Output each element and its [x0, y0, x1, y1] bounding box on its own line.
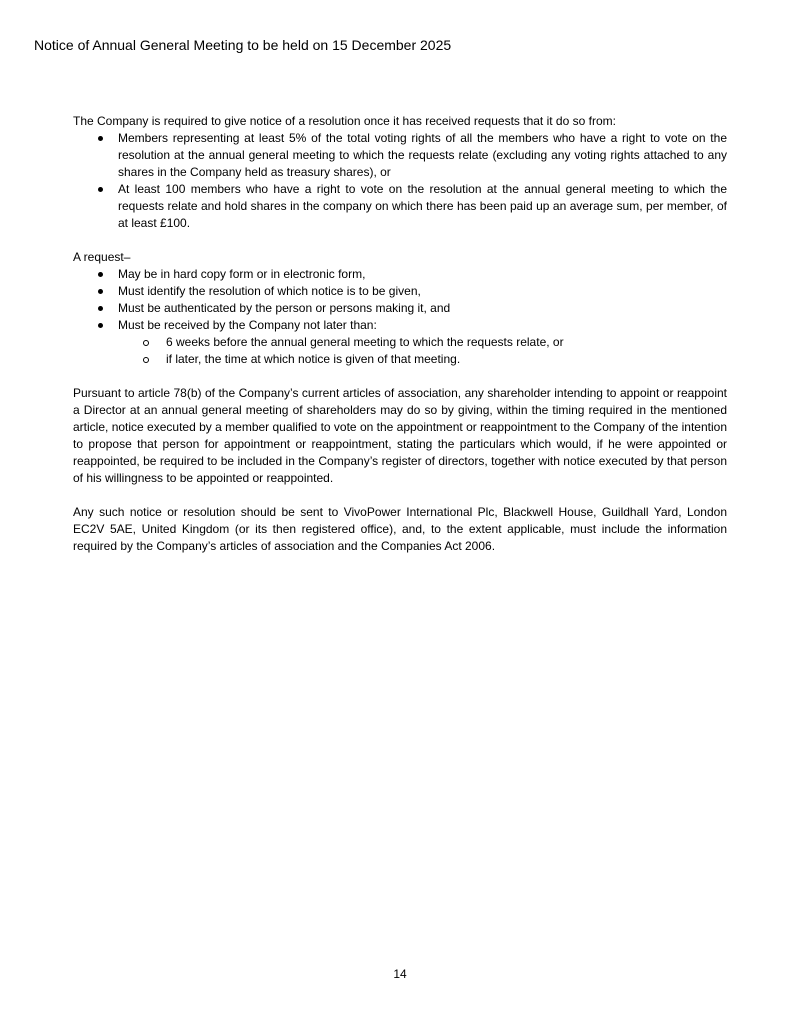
timing-sublist — [73, 334, 727, 368]
list-item — [73, 351, 727, 368]
circle-bullet-icon — [143, 357, 149, 363]
list-item-text: May be in hard copy form or in electronic form, — [118, 267, 366, 281]
request-conditions-list — [73, 266, 727, 334]
list-item — [73, 317, 727, 334]
intro-paragraph: The Company is required to give notice of a resolution once it has received requests that it do so from: — [73, 114, 616, 128]
list-item-text: Members representing at least 5% of the total voting rights of all the members who have a right to vote on the resolution at the annual general meeting to which the requests relate (excluding any voting rights attached to any shares in the Company held as treasury shares), or — [118, 131, 727, 179]
article-paragraph: Pursuant to article 78(b) of the Company’s current articles of association, any shareholder intending to appoint or reappoint a Director at an annual general meeting of shareholders may do so by giving, within the timing required in the mentioned article, notice executed by a member qualified to vote on the appointment or reappointment to the Company of the intention to propose that person for appointment or reappointment, stating the particulars which would, if he were appointed or reappointed, be required to be included in the Company’s register of directors, together with notice executed by that person of his willingness to be appointed or reappointed. — [73, 386, 727, 485]
circle-bullet-icon — [143, 340, 149, 346]
list-item — [73, 181, 727, 232]
document-body — [73, 113, 727, 555]
address-paragraph: Any such notice or resolution should be sent to VivoPower International Plc, Blackwell House, Guildhall Yard, London EC2V 5AE, United Kingdom (or its then registered office), and, to the extent applicable, must include the information required by the Company’s articles of association and the Companies Act 2006. — [73, 505, 727, 553]
list-item — [73, 334, 727, 351]
list-item-text: At least 100 members who have a right to vote on the resolution at the annual general meeting to which the requests relate and hold shares in the company on which there has been paid up an average sum, per member, of at least £100. — [118, 182, 727, 230]
bullet-icon — [98, 289, 103, 294]
bullet-icon — [98, 136, 103, 141]
page-number: 14 — [393, 967, 407, 981]
list-item-text: if later, the time at which notice is given of that meeting. — [166, 352, 461, 366]
list-item-text: Must be received by the Company not later than: — [118, 318, 377, 332]
list-item-text: 6 weeks before the annual general meeting to which the requests relate, or — [166, 335, 564, 349]
bullet-icon — [98, 306, 103, 311]
bullet-icon — [98, 272, 103, 277]
list-item — [73, 300, 727, 317]
list-item — [73, 283, 727, 300]
list-item — [73, 130, 727, 181]
list-item-text: Must identify the resolution of which notice is to be given, — [118, 284, 421, 298]
requesters-list — [73, 130, 727, 232]
page-header-title: Notice of Annual General Meeting to be held on 15 December 2025 — [34, 37, 452, 53]
bullet-icon — [98, 323, 103, 328]
list-item — [73, 266, 727, 283]
request-heading: A request– — [73, 250, 131, 264]
list-item-text: Must be authenticated by the person or persons making it, and — [118, 301, 451, 315]
bullet-icon — [98, 187, 103, 192]
